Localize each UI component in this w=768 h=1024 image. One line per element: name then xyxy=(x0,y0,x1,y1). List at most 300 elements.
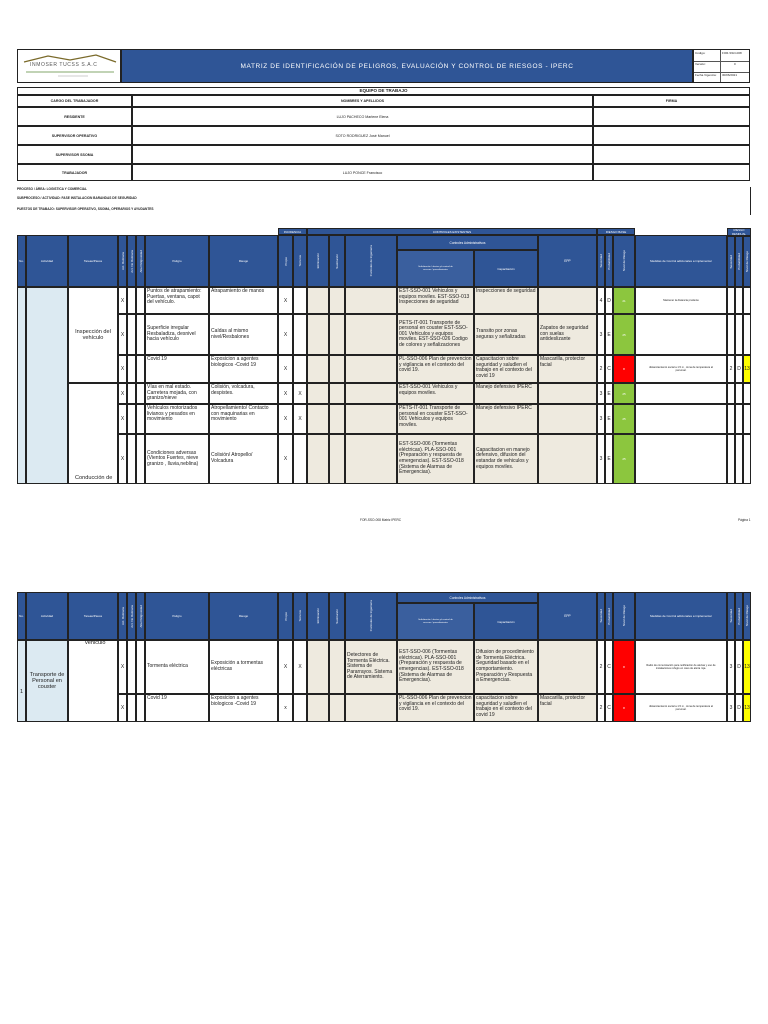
col-nivel-riesgo-r xyxy=(743,236,751,287)
team-nombre-0: LUJO PACHECO Marlene Elena xyxy=(336,114,389,119)
p2-peligro-text: Covid 19 xyxy=(147,695,167,701)
p1-senal-text: PL-SSO-006 Plan de prevencion y vigilancia en el contexto del covid 19. xyxy=(399,356,472,374)
p1-cell-terceros xyxy=(293,314,307,355)
p1-cell-empty xyxy=(136,287,145,314)
col-propio xyxy=(278,235,293,287)
team-row-nombre xyxy=(132,126,593,145)
p2-actividad-cell xyxy=(26,640,68,722)
p1-riesgo-text: Colisión/ Atropello/ Volcadura xyxy=(211,452,253,464)
team-nombre-1: SOTO RODRIGUEZ José Manuel xyxy=(335,133,390,138)
p2-col-sustitucion xyxy=(329,592,345,640)
p2-col-ingenieria-text: Controles de Ingeniería xyxy=(369,600,373,632)
p2-cell-sev xyxy=(597,694,605,722)
col-nivel-riesgo xyxy=(613,235,635,287)
p1-cell-empty xyxy=(329,434,345,484)
col-nivel-riesgo-r-text: Nivel de Riesgo xyxy=(745,250,749,272)
p2-col-capacitacion-text: Capacitación xyxy=(497,619,515,624)
p1-cell-x1 xyxy=(118,404,127,434)
process-subproceso: SUBPROCESO / ACTIVIDAD: FASE INSTALACION BARANDAS DE SEGURIDAD xyxy=(17,196,137,200)
p2-cell-prob xyxy=(605,694,613,722)
p1-nivel-text: 25 xyxy=(622,332,626,337)
col-senalizacion-text: Señalización / alertas y/o control de accesos / procedimientos xyxy=(418,265,453,271)
team-row-nombre xyxy=(132,145,593,164)
p1-cell-ingenieria xyxy=(345,404,397,434)
p2-col-rutinaria-text: Act. Rutinaria xyxy=(120,606,125,625)
p1-cell-empty xyxy=(136,314,145,355)
team-row-cargo xyxy=(17,164,132,181)
p2-col-no-text: No. xyxy=(19,614,24,618)
p2-col-peligro xyxy=(145,592,209,640)
p1-riesgo-text: Colisión, volcadura, despistes. xyxy=(211,384,255,396)
p1-cell-sev xyxy=(597,383,605,404)
p1-x1-text: X xyxy=(120,456,125,462)
p1-cell-sev xyxy=(597,287,605,314)
p1-cell-sev xyxy=(597,314,605,355)
col-no xyxy=(17,235,26,287)
p1-x1-text: X xyxy=(120,297,125,304)
p2-cell-terceros xyxy=(293,640,307,694)
p1-terceros-text: X xyxy=(298,416,302,422)
p1-nivel-text: 25 xyxy=(622,417,626,421)
p1-cell-nivel xyxy=(613,434,635,484)
p1-cell-x1 xyxy=(118,434,127,484)
p1-cell-empty xyxy=(127,314,136,355)
p1-sev-text: 3 xyxy=(599,416,603,422)
col-severidad xyxy=(597,235,605,287)
p1-propio-text: X xyxy=(283,366,288,372)
col-severidad-text: Severidad xyxy=(599,254,603,268)
p1-cell-capac xyxy=(474,287,538,314)
p1-cell-rp xyxy=(735,383,743,404)
p1-capac-text: Capacitacion en manejo defensivo, difusion del estandar de vehiculos y equipos moviles. xyxy=(476,446,530,470)
p2-cell-peligro xyxy=(145,640,209,694)
p1-cell-rn xyxy=(743,383,751,404)
team-row-cargo xyxy=(17,145,132,164)
team-row-cargo xyxy=(17,126,132,145)
process-area: PROCESO / ÁREA: LOGISTICA Y COMERCIAL xyxy=(17,187,87,191)
p1-medidas-text: Mantener la distancia prudente xyxy=(663,299,699,302)
p1-cell-rp xyxy=(735,287,743,314)
col-eliminacion-text: Eliminación xyxy=(316,253,320,269)
p2-nivel-text: 8 xyxy=(623,706,625,710)
p1-cell-senal xyxy=(397,383,474,404)
p2-col-nivel-riesgo-r xyxy=(743,592,751,640)
page-title xyxy=(121,49,693,83)
p1-cell-nivel xyxy=(613,287,635,314)
p1-sev-text: 3 xyxy=(599,331,603,338)
p1-capac-text: Manejo defensivo IPERC xyxy=(476,405,532,411)
p1-x1-text: X xyxy=(120,331,125,338)
p1-cell-x1 xyxy=(118,355,127,383)
team-col-nombres-text: NOMBRES Y APELLIDOS xyxy=(340,99,385,103)
p1-senal-text: EST-SSO-001 Vehiculos y equipos moviles. xyxy=(399,384,458,396)
p2-col-epp xyxy=(538,592,597,640)
p2-cell-propio xyxy=(278,640,293,694)
p1-cell-rn xyxy=(743,434,751,484)
controles-existentes-text: CONTROLES EXISTENTES xyxy=(432,229,472,234)
p2-cell-empty xyxy=(127,640,136,694)
p1-ingenieria-text xyxy=(346,356,396,358)
p1-cell-medidas xyxy=(635,355,727,383)
col-ingenieria-text: Controles de Ingeniería xyxy=(369,245,373,277)
p2-controles-administrativos-text: Controles Administrativos xyxy=(449,595,486,600)
p1-sev-text: 3 xyxy=(599,390,603,397)
p1-cell-riesgo xyxy=(209,404,278,434)
p2-riesgo-text: Exposicion a agentes biologicos -Covid 19 xyxy=(211,695,259,707)
p1-epp-text xyxy=(539,384,596,386)
team-cargo-3: TRABAJADOR xyxy=(61,170,88,175)
col-severidad-r xyxy=(727,236,735,287)
col-probabilidad-text: Probabilidad xyxy=(607,252,611,270)
p1-cell-sev xyxy=(597,355,605,383)
p1-cell-capac xyxy=(474,355,538,383)
p1-senal-text: EST-SSO-006 (Tormentas eléctricas). PLA-SSO-001 (Preparación y respuesta de emergencias). EST-SSO-018 (Sistema de Alarmas de Emergencias). xyxy=(399,441,464,476)
p1-cell-peligro xyxy=(145,314,209,355)
p2-col-terceros-text: Terceros xyxy=(298,610,302,622)
p1-cell-empty xyxy=(127,355,136,383)
controles-existentes-header xyxy=(307,228,597,235)
p1-cell-propio xyxy=(278,355,293,383)
p2-cell-ingenieria xyxy=(345,640,397,694)
p1-epp-text xyxy=(539,288,596,290)
p1-cell-empty xyxy=(307,287,329,314)
p2-col-alta-peligrosidad xyxy=(136,592,145,640)
p1-cell-ingenieria xyxy=(345,287,397,314)
p1-peligro-text: Superficie irregular Resbaladiza, desnivel hacia vehículo xyxy=(147,325,196,343)
p1-cell-senal xyxy=(397,287,474,314)
p1-peligro-text: Vehículos motorizados livianos y pesados en movimiento xyxy=(147,405,198,423)
meta-label-version: Versión: xyxy=(695,62,706,66)
p2-col-riesgo xyxy=(209,592,278,640)
p1-cell-rn xyxy=(743,287,751,314)
p2-col-eliminacion xyxy=(307,592,329,640)
p1-cell-nivel xyxy=(613,404,635,434)
p2-nivel-text: 8 xyxy=(623,665,625,669)
p2-col-severidad xyxy=(597,592,605,640)
p2-col-nivel-riesgo-text: Nivel de Riesgo xyxy=(622,605,626,627)
team-title xyxy=(17,87,750,95)
p1-ingenieria-text xyxy=(346,458,348,460)
team-title-text: EQUIPO DE TRABAJO xyxy=(359,88,408,93)
p2-cell-epp xyxy=(538,640,597,694)
team-col-cargo-text: CARGO DEL TRABAJADOR xyxy=(50,99,99,103)
p2-col-terceros xyxy=(293,592,307,640)
p1-ingenieria-text xyxy=(346,288,396,290)
team-row-firma[interactable] xyxy=(593,107,750,126)
p2-epp-text: Mascarilla, protector facial xyxy=(540,695,586,707)
meta-value-code: FOR-SSO-008 xyxy=(722,51,742,55)
no-cell xyxy=(17,287,26,484)
p2-col-eliminacion-text: Eliminación xyxy=(316,608,320,624)
controles-administrativos-header xyxy=(397,235,538,250)
col-alta-peligrosidad-text: Alta Peligrosidad xyxy=(138,249,143,273)
p2-col-actividad xyxy=(26,592,68,640)
p1-cell-capac xyxy=(474,314,538,355)
p1-cell-ingenieria xyxy=(345,383,397,404)
team-cargo-1: SUPERVISOR OPERATIVO xyxy=(51,133,98,138)
p2-cell-rp xyxy=(735,640,743,694)
p2-cell-rn xyxy=(743,640,751,694)
p2-no-text: 1 xyxy=(20,689,24,695)
team-col-firma-text: FIRMA xyxy=(665,99,678,103)
logo-text: INMOSER TUCSS S.A.C xyxy=(30,62,98,68)
p1-cell-medidas xyxy=(635,434,727,484)
col-epp xyxy=(538,235,597,287)
p2-cell-empty xyxy=(136,640,145,694)
p1-cell-empty xyxy=(307,314,329,355)
tarea-inspeccion-text: Inspección del vehículo xyxy=(75,329,111,341)
p2-col-severidad-r xyxy=(727,592,735,640)
p2-cell-peligro xyxy=(145,694,209,722)
p2-cell-prob xyxy=(605,640,613,694)
p2-cell-empty xyxy=(127,694,136,722)
p1-cell-ingenieria xyxy=(345,314,397,355)
riesgo-base-header xyxy=(597,228,635,235)
p1-cell-medidas xyxy=(635,404,727,434)
col-no-rutinaria-text: Act. No Rutinaria xyxy=(129,249,134,273)
p1-cell-empty xyxy=(127,287,136,314)
p1-prob-text: E xyxy=(607,331,611,338)
p2-col-nivel-riesgo-r-text: Nivel de Riesgo xyxy=(745,605,749,627)
p1-ingenieria-text xyxy=(346,405,396,407)
p2-senal-text: EST-SSO-006 (Tormentas eléctricas). PLA-SSO-001 (Preparación y respuesta de emergencias). EST-SSO-018 (Sistema de Alarmas de Emergencias). xyxy=(399,649,464,684)
p1-epp-text xyxy=(539,458,541,460)
p1-epp-text: Mascarilla, protector facial xyxy=(540,356,586,368)
footer-doc: FOR-SSO-008 Matriz IPERC xyxy=(360,518,402,522)
col-ingenieria xyxy=(345,235,397,287)
p1-cell-riesgo xyxy=(209,314,278,355)
p2-rp-text: D xyxy=(737,705,741,711)
team-row-cargo xyxy=(17,107,132,126)
p1-cell-ingenieria xyxy=(345,434,397,484)
p1-cell-empty xyxy=(307,434,329,484)
p1-cell-empty xyxy=(307,383,329,404)
p1-ingenieria-text xyxy=(346,384,396,386)
p1-cell-capac xyxy=(474,383,538,404)
p1-cell-rn xyxy=(743,404,751,434)
p1-cell-empty xyxy=(136,434,145,484)
p1-riesgo-text: Exposicion a agentes biologicos -Covid 19 xyxy=(211,356,259,368)
team-row-firma[interactable] xyxy=(593,145,750,164)
footer-page: Página 1 xyxy=(738,518,751,522)
page-title-text: MATRIZ DE IDENTIFICACIÓN DE PELIGROS, EVALUACIÓN Y CONTROL DE RIESGOS - IPERC xyxy=(240,62,574,70)
col-probabilidad-r-text: Probabilidad xyxy=(737,253,741,270)
p1-cell-senal xyxy=(397,314,474,355)
p1-medidas-text: distanciamiento social a 1.5 m , toma de temperatura al personal. xyxy=(649,366,713,372)
meta-box xyxy=(693,49,750,83)
p1-sev-text: 4 xyxy=(599,297,603,304)
meta-value-version: 0 xyxy=(734,62,736,66)
p1-ingenieria-text xyxy=(346,334,348,336)
p1-cell-peligro xyxy=(145,287,209,314)
p1-cell-prob xyxy=(605,287,613,314)
p2-rs-text: 3 xyxy=(729,664,733,670)
p1-senal-text: EST-SSO-001 Vehiculos y equipos moviles. EST-SSO-013 Inspecciones de seguridad xyxy=(399,288,470,306)
p2-medidas-text: Radio de comunicación para notificación de alertas y uso de instalaciones refugio en caso de alerta roja. xyxy=(646,664,716,670)
p1-cell-terceros xyxy=(293,434,307,484)
p1-nivel-text: 21 xyxy=(622,298,626,303)
p2-x1-text: X xyxy=(120,705,125,711)
p1-cell-peligro xyxy=(145,434,209,484)
p1-cell-senal xyxy=(397,404,474,434)
p1-cell-empty xyxy=(329,314,345,355)
p2-col-medidas xyxy=(635,592,727,640)
p2-col-severidad-r-text: Severidad xyxy=(729,609,733,623)
p1-cell-nivel xyxy=(613,355,635,383)
p2-medidas-text: distanciamiento social a 1.5 m , toma de temperatura al personal. xyxy=(649,705,713,711)
p1-cell-medidas xyxy=(635,383,727,404)
p2-riesgo-text: Exposición a tormentas eléctricas xyxy=(211,660,263,672)
meta-value-date: 30/06/2021 xyxy=(722,73,738,77)
p2-cell-riesgo xyxy=(209,640,278,694)
col-propio-text: Propio xyxy=(283,256,288,266)
p1-cell-empty xyxy=(136,355,145,383)
p2-actividad-text: Transporte de Personal en couster xyxy=(29,672,65,690)
p1-cell-prob xyxy=(605,434,613,484)
col-rutinaria-text: Act. Rutinaria xyxy=(120,251,125,270)
p2-ingenieria-text: Detectores de Tormenta Eléctrica. Sistema de Pararrayos. Sistema de Aterramiento. xyxy=(347,652,393,681)
p1-cell-propio xyxy=(278,287,293,314)
p2-epp-text xyxy=(539,666,541,668)
p1-sev-text: 3 xyxy=(599,456,603,462)
p1-cell-empty xyxy=(127,404,136,434)
p1-cell-senal xyxy=(397,434,474,484)
col-sustitucion-text: Sustitución xyxy=(335,253,339,269)
col-terceros-text: Terceros xyxy=(298,255,302,267)
p1-epp-text xyxy=(539,405,596,407)
p1-cell-x1 xyxy=(118,287,127,314)
p1-cell-propio xyxy=(278,314,293,355)
p2-sev-text: 2 xyxy=(599,664,603,670)
team-col-firma xyxy=(593,95,750,107)
p1-cell-terceros xyxy=(293,404,307,434)
p2-col-ingenieria xyxy=(345,592,397,640)
p2-cell-capac xyxy=(474,694,538,722)
p1-x1-text: X xyxy=(120,390,125,397)
p1-cell-empty xyxy=(329,287,345,314)
col-no-text: No. xyxy=(19,259,24,263)
col-severidad-r-text: Severidad xyxy=(729,254,733,269)
p2-col-propio xyxy=(278,592,293,640)
col-nivel-riesgo-text: Nivel de Riesgo xyxy=(622,250,626,272)
p2-rn-text: 13 xyxy=(744,705,750,711)
p1-cell-rp xyxy=(735,355,743,383)
col-actividad xyxy=(26,235,68,287)
p2-col-riesgo-text: Riesgo xyxy=(238,614,249,618)
col-riesgo-text: Riesgo xyxy=(238,259,249,263)
p1-capac-text: Transito por zonas seguras y señalizadas xyxy=(476,327,526,340)
p1-cell-epp xyxy=(538,287,597,314)
p1-cell-medidas xyxy=(635,314,727,355)
p1-propio-text: X xyxy=(283,416,288,422)
team-row-firma[interactable] xyxy=(593,126,750,145)
p1-nivel-text: 25 xyxy=(622,457,626,461)
p1-cell-peligro xyxy=(145,355,209,383)
p2-cell-sev xyxy=(597,640,605,694)
p1-cell-rp xyxy=(735,404,743,434)
col-eliminacion xyxy=(307,235,329,287)
p1-prob-text: D xyxy=(607,297,611,304)
p1-propio-text: X xyxy=(283,390,288,397)
p2-col-no-rutinaria-text: Act. No Rutinaria xyxy=(129,604,134,628)
p1-rs-text: 2 xyxy=(729,366,733,372)
p1-cell-capac xyxy=(474,434,538,484)
p2-col-sustitucion-text: Sustitución xyxy=(335,608,339,624)
p2-cell-epp xyxy=(538,694,597,722)
col-probabilidad xyxy=(605,235,613,287)
p1-cell-peligro xyxy=(145,383,209,404)
p1-peligro-text: Covid 19 xyxy=(147,356,167,362)
col-alta-peligrosidad xyxy=(136,235,145,287)
p1-cell-epp xyxy=(538,314,597,355)
p1-cell-ingenieria xyxy=(345,355,397,383)
p1-cell-empty xyxy=(136,383,145,404)
p1-propio-text: X xyxy=(283,297,288,304)
p1-prob-text: C xyxy=(607,366,611,372)
p2-col-actividad-text: Actividad xyxy=(40,614,54,618)
p2-cell-rs xyxy=(727,640,735,694)
p1-sev-text: 2 xyxy=(599,366,603,372)
p1-x1-text: X xyxy=(120,366,125,372)
p1-rp-text: D xyxy=(737,366,741,372)
incidencia-text: INCIDENCIA xyxy=(283,229,302,234)
team-row-firma[interactable] xyxy=(593,164,750,181)
p1-prob-text: E xyxy=(607,456,611,462)
p1-cell-empty xyxy=(329,355,345,383)
p2-col-medidas-text: Medidas de Control adicionales a implementar xyxy=(650,614,712,618)
p2-col-probabilidad-r-text: Probabilidad xyxy=(737,607,741,625)
p2-cell-rp xyxy=(735,694,743,722)
p2-controles-administrativos-header xyxy=(397,592,538,603)
p2-col-senalizacion-text: Señalización / alertas y/o control de accesos / procedimientos xyxy=(418,618,453,624)
team-cargo-2: SUPERVISOR SSOMA xyxy=(55,152,94,157)
p1-propio-text: X xyxy=(283,456,288,462)
p1-cell-empty xyxy=(307,404,329,434)
p2-col-alta-peligrosidad-text: Alta Peligrosidad xyxy=(138,604,143,628)
p2-col-rutinaria xyxy=(118,592,127,640)
p1-cell-prob xyxy=(605,404,613,434)
p2-cell-rn xyxy=(743,694,751,722)
p2-col-peligro-text: Peligro xyxy=(172,614,182,618)
p2-ingenieria-text xyxy=(346,695,396,697)
p2-col-probabilidad xyxy=(605,592,613,640)
p1-capac-text: Capacitacion sobre seguridad y saludlen el trabajo en el contexto del covid 19 xyxy=(476,356,532,379)
p2-cell-x1 xyxy=(118,640,127,694)
p2-rs-text: 3 xyxy=(729,705,733,711)
p1-peligro-text: Puntos de atrapamiento: Puertas, ventana, capot del vehículo. xyxy=(147,288,202,306)
p2-propio-text: X xyxy=(283,664,288,670)
p1-cell-epp xyxy=(538,355,597,383)
p2-cell-nivel xyxy=(613,694,635,722)
meta-label-date: Fecha Vigencia: xyxy=(695,73,717,77)
p1-cell-empty xyxy=(127,383,136,404)
p2-col-no-rutinaria xyxy=(127,592,136,640)
p2-col-severidad-text: Severidad xyxy=(599,609,603,623)
p2-cell-nivel xyxy=(613,640,635,694)
col-sustitucion xyxy=(329,235,345,287)
col-actividad-text: Actividad xyxy=(40,259,54,263)
p2-cell-senal xyxy=(397,640,474,694)
p1-propio-text: X xyxy=(283,331,288,338)
p2-tarea-cell xyxy=(68,640,118,722)
p1-cell-empty xyxy=(329,404,345,434)
p1-cell-riesgo xyxy=(209,383,278,404)
p1-x1-text: X xyxy=(120,416,125,422)
col-capacitacion-text: Capacitación xyxy=(497,266,515,271)
col-capacitacion xyxy=(474,250,538,287)
p1-senal-text: PETS-IT-001 Transporte de personal en couster EST-SSO-001 Vehiculos y equipos moviles. EST-SSO-026 Codigo de colores y señalizaciones xyxy=(399,319,468,348)
p2-cell-medidas xyxy=(635,694,727,722)
